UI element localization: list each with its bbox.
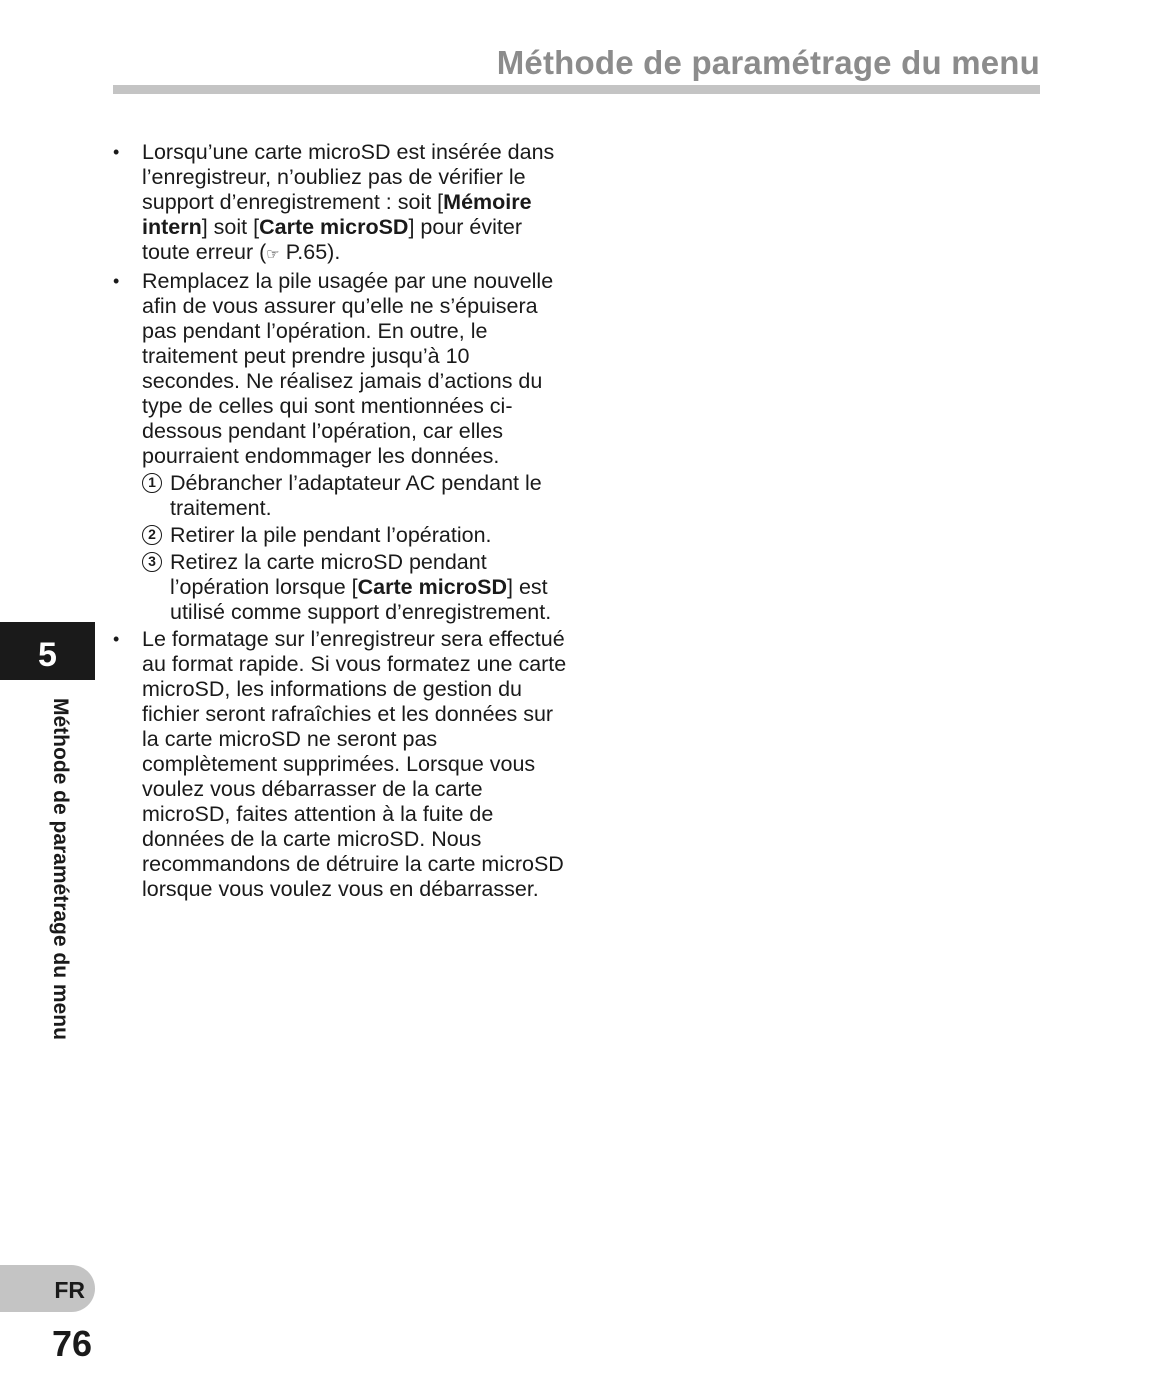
bullet-item-formatting (113, 627, 573, 902)
step-text: Retirer la pile pendant l’opération. (170, 523, 492, 547)
bullet-text: ] pour éviter toute erreur ( (142, 215, 522, 264)
bullet-text: Remplacez la pile usagée par une nouvelle afin de vous assurer qu’elle ne s’épuisera pas pendant l’opération. En outre, le traitement peut prendre jusqu’à 10 secondes. Ne réalisez jamais d’actions du type de celles qui sont mentionnées ci-dessous pendant l’opération, car elles pourraient endommager les données. (142, 269, 554, 468)
bullet-item-battery (113, 269, 573, 625)
bullet-text: Lorsqu’une carte microSD est insérée dans l’enregistreur, n’oubliez pas de vérifier le support d’enregistrement : soit [ (142, 140, 555, 214)
circled-number-icon: 1 (142, 473, 162, 493)
warning-steps (142, 471, 573, 625)
page-title: Méthode de paramétrage du menu (496, 44, 1040, 81)
step-item (142, 550, 573, 625)
bullet-list (113, 140, 573, 902)
bold-term-microsd-card: Carte microSD (357, 575, 508, 599)
language-tab: FR (0, 1265, 95, 1312)
header-rule (113, 85, 1040, 94)
step-text: Débrancher l’adaptateur AC pendant le traitement. (170, 471, 542, 520)
bullet-item-storage (113, 140, 573, 267)
circled-number-icon: 2 (142, 525, 162, 545)
chapter-side-label: Méthode de paramétrage du menu (49, 698, 72, 1040)
bold-term-microsd-card: Carte microSD (259, 215, 409, 239)
step-item (142, 471, 573, 521)
main-content (113, 140, 573, 904)
page-reference-icon: ☞ (266, 246, 280, 263)
chapter-number-tab: 5 (0, 622, 95, 680)
circled-number-icon: 3 (142, 552, 162, 572)
step-text: ] est utilisé comme support d’enregistrement. (170, 575, 552, 624)
step-item (142, 523, 573, 548)
page-reference: P.65). (279, 240, 341, 264)
page-number: 76 (52, 1323, 93, 1364)
bold-term-internal-memory: Mémoire intern (142, 190, 532, 239)
step-text: Retirez la carte microSD pendant l’opération lorsque [ (170, 550, 487, 599)
bullet-text: ] soit [ (201, 215, 260, 239)
bullet-text: Le formatage sur l’enregistreur sera effectué au format rapide. Si vous formatez une carte microSD, les informations de gestion du fichier seront rafraîchies et les données sur la carte microSD ne seront pas complètement supprimées. Lorsque vous voulez vous débarrasser de la carte microSD, faites attention à la fuite de données de la carte microSD. Nous recommandons de détruire la carte microSD lorsque vous voulez vous en débarrasser. (142, 627, 567, 901)
